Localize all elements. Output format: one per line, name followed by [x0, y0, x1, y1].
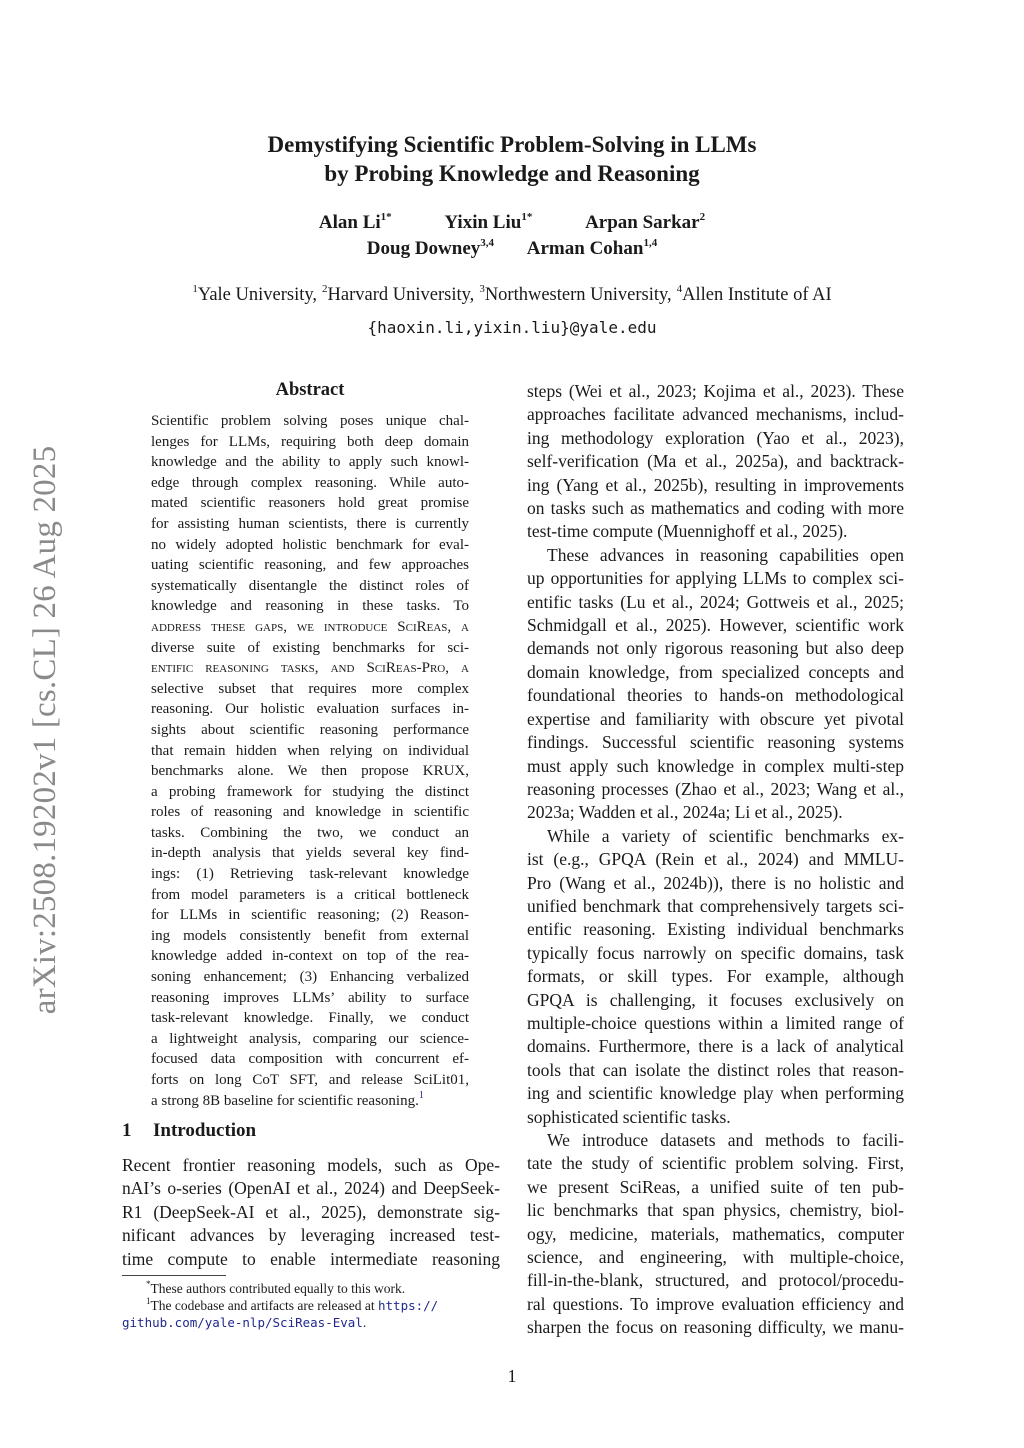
arxiv-identifier-text: arXiv:2508.19202v1 [cs.CL] 26 Aug 2025	[27, 445, 63, 1015]
affiliation	[322, 285, 474, 305]
body-line: Schmidgall et al., 2025). However, scientific work	[527, 615, 904, 636]
body-line: domain knowledge, from specialized concepts and	[527, 661, 904, 682]
author-affil-mark: 1*	[521, 211, 533, 223]
paragraph	[527, 825, 904, 1129]
body-line: foundational theories to hands-on methodological	[527, 685, 904, 706]
intro-line: nificant advances by leveraging increased test-	[122, 1225, 500, 1246]
body-line: We introduce datasets and methods to facili-	[547, 1130, 904, 1150]
affiliations	[120, 283, 904, 307]
author-row-2	[150, 236, 874, 262]
body-line: ist (e.g., GPQA (Rein et al., 2024) and MMLU-	[527, 849, 904, 870]
author-affil-mark: 2	[699, 211, 706, 223]
abstract-line: systematically disentangle the distinct roles of	[151, 577, 469, 594]
affiliation	[192, 285, 317, 305]
paper-title	[150, 130, 874, 188]
body-line: tools that can isolate the distinct roles that reason-	[527, 1059, 904, 1080]
body-line: unified benchmark that comprehensively targets sci-	[527, 895, 904, 916]
abstract-line: knowledge added in-context on top of the rea-	[151, 948, 469, 965]
footnote-reference[interactable]: 1	[418, 1089, 424, 1101]
abstract-line: knowledge and reasoning in these tasks. To	[151, 598, 469, 615]
footnote-equal-contribution	[122, 1280, 500, 1297]
body-line: science, and engineering, with multiple-choice,	[527, 1247, 904, 1268]
author-name: Arpan Sarkar	[585, 212, 700, 233]
codebase-link-part-2[interactable]: github.com/yale-nlp/SciReas-Eval	[122, 1315, 363, 1330]
abstract-line: diverse suite of existing benchmarks for sci-	[151, 639, 469, 656]
footnote-codebase-continued	[122, 1314, 500, 1331]
abstract-line: entific reasoning tasks, and SciReas-Pro, a	[151, 660, 469, 677]
body-line: fill-in-the-blank, structured, and protocol/procedu-	[527, 1270, 904, 1291]
paragraph	[527, 544, 904, 825]
affiliation-mark: 2	[322, 283, 328, 295]
body-line: must apply such knowledge in complex multi-step	[527, 755, 904, 776]
abstract-line: soning enhancement; (3) Enhancing verbalized	[151, 969, 469, 986]
body-line: ogy, medicine, materials, mathematics, computer	[527, 1223, 904, 1244]
body-line: expertise and familiarity with obscure yet pivotal	[527, 708, 904, 729]
abstract-line: for assisting human scientists, there is currently	[151, 515, 469, 532]
author-affil-mark: 3,4	[480, 237, 495, 249]
abstract-line: reasoning. Our holistic evaluation surfaces in-	[151, 701, 469, 718]
abstract-line: forts on long CoT SFT, and release SciLit01,	[151, 1072, 469, 1088]
body-line: typically focus narrowly on specific domains, task	[527, 942, 904, 963]
affiliation	[479, 285, 671, 305]
body-line: multiple-choice questions within a limited range of	[527, 1012, 904, 1033]
abstract-heading: Abstract	[275, 380, 345, 400]
body-line: up opportunities for applying LLMs to complex sci-	[527, 568, 904, 589]
body-line: sophisticated scientific tasks.	[527, 1106, 731, 1127]
abstract-line: task-relevant knowledge. Finally, we conduct	[151, 1010, 469, 1027]
abstract-line: roles of reasoning and knowledge in scientific	[151, 804, 469, 821]
body-line: ing methodology exploration (Yao et al., 2023),	[527, 427, 904, 448]
author-name: Alan Li	[318, 212, 381, 233]
abstract-line: for LLMs in scientific reasoning; (2) Reason-	[151, 907, 469, 924]
body-line: lic benchmarks that span physics, chemistry, biol-	[527, 1200, 904, 1221]
affiliation-mark: 4	[676, 283, 683, 295]
footnote-codebase	[122, 1297, 500, 1314]
abstract-line: that remain hidden when relying on individual	[151, 742, 469, 759]
body-line: test-time compute (Muennighoff et al., 2025).	[527, 521, 848, 542]
author	[367, 236, 494, 262]
author	[319, 210, 392, 236]
body-line: ing (Yang et al., 2025b), resulting in improvements	[527, 474, 904, 495]
abstract-line: no widely adopted holistic benchmark for eval-	[151, 536, 469, 553]
abstract-last-line	[151, 1091, 469, 1112]
affiliation-name: Harvard University,	[327, 285, 475, 305]
affiliation-mark: 3	[479, 283, 485, 295]
paragraph	[527, 1129, 904, 1340]
abstract-line: a probing framework for studying the distinct	[151, 783, 469, 800]
intro-line: nAI’s o-series (OpenAI et al., 2024) and DeepSeek-	[122, 1178, 500, 1199]
page-number: 1	[507, 1366, 517, 1386]
abstract-line: uating scientific reasoning, and few approaches	[151, 557, 469, 574]
abstract-line: in-depth analysis that yields several key find-	[151, 845, 469, 862]
author	[585, 210, 705, 236]
body-line: ral questions. To improve evaluation efficiency and	[527, 1293, 904, 1314]
intro-line: Recent frontier reasoning models, such as Ope-	[122, 1155, 500, 1175]
abstract-line: focused data composition with concurrent ef-	[151, 1051, 469, 1068]
footnote-text: These authors contributed equally to this work.	[150, 1281, 406, 1296]
body-line: formats, or skill types. For example, although	[527, 966, 904, 987]
body-line: sharpen the focus on reasoning difficulty, we manu-	[527, 1317, 904, 1338]
section-title: Introduction	[153, 1120, 257, 1141]
affiliation-name: Allen Institute of AI	[682, 285, 832, 305]
abstract-line: tasks. Combining the two, we conduct an	[151, 824, 469, 841]
intro-line: R1 (DeepSeek-AI et al., 2025), demonstrate sig-	[122, 1201, 500, 1222]
codebase-link-part-1[interactable]: https://	[378, 1298, 439, 1313]
body-line: findings. Successful scientific reasoning systems	[527, 732, 904, 753]
body-line: ing and scientific knowledge play when performing	[527, 1083, 904, 1104]
footnotes	[122, 1280, 500, 1331]
affiliation-name: Northwestern University,	[484, 285, 672, 305]
abstract-line: benchmarks alone. We then propose KRUX,	[151, 763, 469, 780]
right-column-body	[527, 380, 904, 1340]
abstract-line: Scientific problem solving poses unique chal-	[151, 413, 469, 429]
author-affil-mark: 1,4	[643, 237, 658, 249]
intro-line: time compute to enable intermediate reasoning	[122, 1248, 500, 1269]
abstract-line: reasoning improves LLMs’ ability to surface	[151, 989, 469, 1006]
affiliation-mark: 1	[192, 283, 198, 295]
abstract-line: mated scientific reasoners hold great promise	[151, 495, 469, 512]
body-line: demands not only rigorous reasoning but also deep	[527, 638, 904, 659]
abstract-line: lenges for LLMs, requiring both deep domain	[151, 433, 469, 450]
section-heading-introduction	[122, 1119, 256, 1143]
author	[444, 210, 532, 236]
introduction-body	[122, 1154, 500, 1271]
author	[527, 236, 657, 262]
title-line-2: by Probing Knowledge and Reasoning	[324, 161, 700, 186]
abstract-line: edge through complex reasoning. While auto-	[151, 474, 469, 491]
body-line: reasoning processes (Zhao et al., 2023; Wang et al.,	[527, 778, 904, 799]
body-line: These advances in reasoning capabilities open	[547, 544, 904, 565]
body-line: self-verification (Ma et al., 2025a), and backtrack-	[527, 451, 904, 472]
abstract-line: knowledge and the ability to apply such knowl-	[151, 454, 469, 471]
body-line: Pro (Wang et al., 2024b)), there is no holistic and	[527, 872, 904, 893]
abstract-last-text: a strong 8B baseline for scientific reasoning.	[151, 1092, 419, 1109]
body-line: 2023a; Wadden et al., 2024a; Li et al., 2025).	[527, 802, 843, 823]
footnote-mark: 1	[146, 1296, 151, 1306]
footnote-text: The codebase and artifacts are released at	[150, 1298, 375, 1313]
author-row-1	[150, 210, 874, 236]
abstract-line: a lightweight analysis, comparing our science-	[151, 1030, 469, 1047]
affiliation-name: Yale University,	[197, 285, 318, 305]
abstract-line: ings: (1) Retrieving task-relevant knowledge	[151, 866, 469, 883]
footnote-mark: *	[146, 1279, 151, 1289]
abstract-body	[151, 411, 469, 1111]
body-line: entific reasoning. Existing individual benchmarks	[527, 919, 904, 940]
body-line: steps (Wei et al., 2023; Kojima et al., 2023). These	[527, 381, 904, 401]
body-line: domains. Furthermore, there is a lack of analytical	[527, 1036, 904, 1057]
footnote-end: .	[362, 1315, 367, 1330]
abstract-line: from model parameters is a critical bottleneck	[151, 886, 469, 903]
contact-email: {haoxin.li,yixin.liu}@yale.edu	[367, 318, 657, 337]
body-line: on tasks such as mathematics and coding with more	[527, 498, 904, 519]
author-list	[150, 210, 874, 262]
body-line: approaches facilitate advanced mechanisms, includ-	[527, 404, 904, 425]
body-line: entific tasks (Lu et al., 2024; Gottweis et al., 2025;	[527, 591, 904, 612]
abstract-line: ing models consistently benefit from external	[151, 927, 469, 944]
title-line-1: Demystifying Scientific Problem-Solving in LLMs	[267, 132, 757, 157]
abstract-line: sights about scientific reasoning performance	[151, 721, 469, 738]
body-line: GPQA is challenging, it focuses exclusively on	[527, 989, 904, 1010]
body-line: we present SciReas, a unified suite of ten pub-	[527, 1176, 904, 1197]
affiliation	[677, 285, 832, 305]
author-name: Yixin Liu	[444, 212, 522, 233]
section-number: 1	[122, 1120, 132, 1141]
body-line: While a variety of scientific benchmarks ex-	[547, 825, 904, 846]
abstract-line: selective subset that requires more complex	[151, 680, 469, 697]
footnote-divider	[122, 1275, 226, 1276]
abstract-line: address these gaps, we introduce SciReas, a	[151, 618, 469, 635]
paragraph	[527, 380, 904, 544]
author-name: Arman Cohan	[526, 238, 644, 259]
author-affil-mark: 1*	[380, 211, 392, 223]
arxiv-identifier	[20, 420, 70, 1040]
body-line: tate the study of scientific problem solving. First,	[527, 1153, 904, 1174]
author-name: Doug Downey	[366, 238, 481, 259]
